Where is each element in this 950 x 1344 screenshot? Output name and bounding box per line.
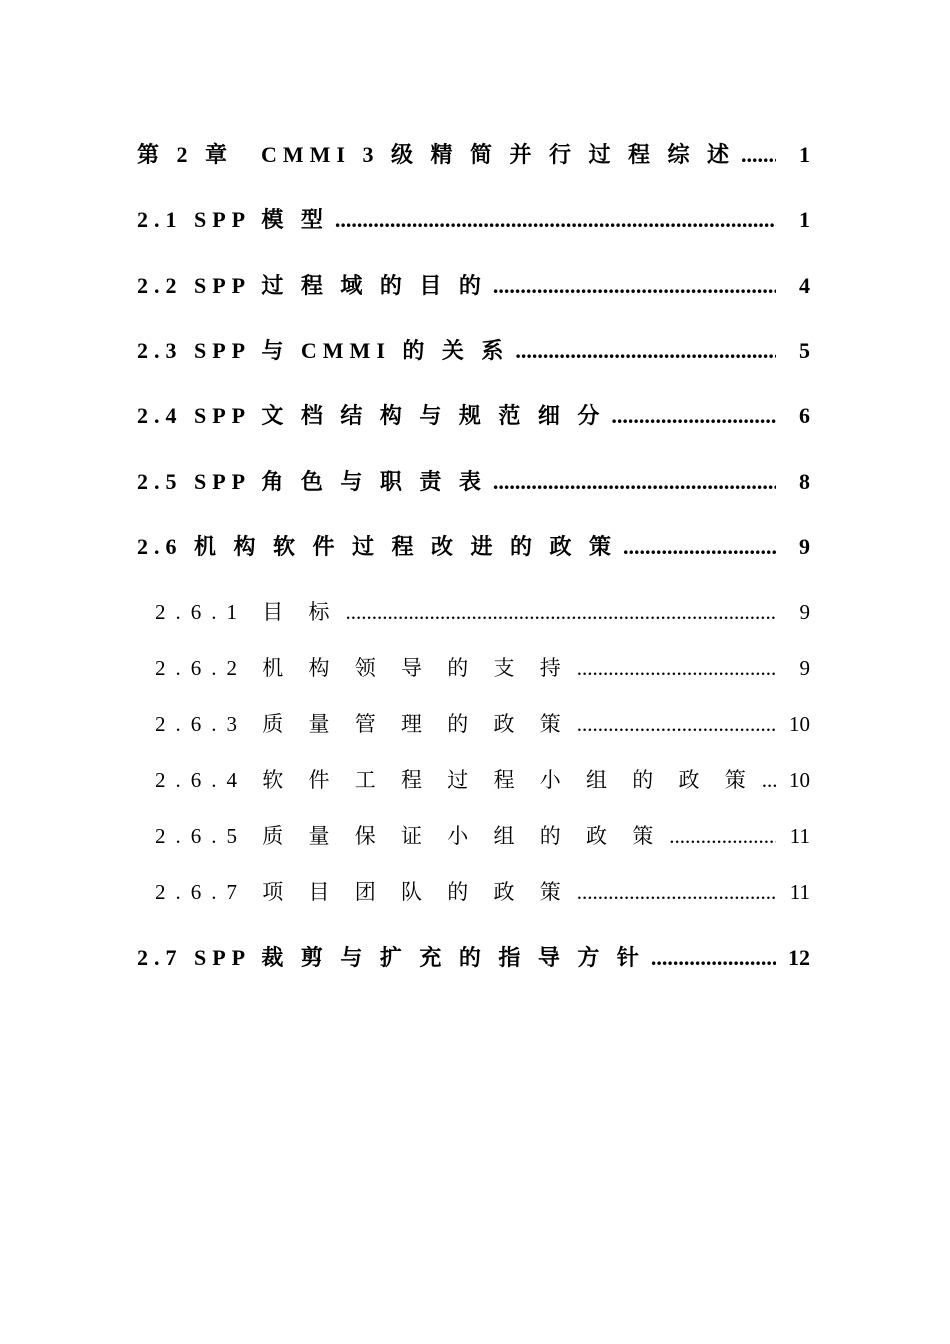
toc-entry-2-1[interactable] (137, 203, 810, 234)
toc-entry-page: 10 (789, 768, 810, 792)
toc-entry-title: 2.6.7 项 目 团 队 的 政 策 (155, 880, 571, 904)
toc-entry-2-5[interactable] (137, 465, 810, 496)
toc-entry-2-7[interactable] (137, 941, 810, 972)
toc-entry-title: 2.3 SPP 与 CMMI 的 关 系 (137, 338, 510, 363)
toc-entry-page: 1 (799, 142, 810, 167)
toc-entry-title: 第 2 章 CMMI 3 级 精 简 并 行 过 程 综 述 (137, 142, 735, 167)
toc-entry-page: 5 (799, 338, 810, 363)
toc-entry-page: 9 (799, 600, 810, 624)
toc-leader-dots (762, 768, 776, 793)
toc-leader-dots (611, 403, 776, 429)
toc-entry-2-6-5[interactable] (155, 820, 810, 850)
toc-entry-title: 2.6.3 质 量 管 理 的 政 策 (155, 712, 571, 736)
toc-entry-page: 6 (799, 403, 810, 428)
toc-entry-page: 11 (789, 880, 810, 904)
toc-leader-dots (515, 338, 776, 364)
toc-entry-title: 2.4 SPP 文 档 结 构 与 规 范 细 分 (137, 403, 606, 428)
toc-leader-dots (335, 207, 776, 233)
toc-entry-2-6-7[interactable] (155, 876, 810, 906)
toc-entry-title: 2.6.5 质 量 保 证 小 组 的 政 策 (155, 824, 664, 848)
toc-entry-2-6-1[interactable] (155, 596, 810, 626)
toc-entry-title: 2.1 SPP 模 型 (137, 207, 329, 232)
toc-entry-title: 2.2 SPP 过 程 域 的 目 的 (137, 273, 487, 298)
toc-entry-2-4[interactable] (137, 399, 810, 430)
toc-entry-page: 9 (799, 656, 810, 680)
toc-entry-title: 2.5 SPP 角 色 与 职 责 表 (137, 469, 487, 494)
toc-leader-dots (651, 945, 776, 971)
toc-leader-dots (577, 880, 776, 905)
toc-entry-title: 2.7 SPP 裁 剪 与 扩 充 的 指 导 方 针 (137, 945, 645, 970)
toc-leader-dots (623, 534, 776, 560)
toc-leader-dots (493, 469, 776, 495)
toc-leader-dots (669, 824, 776, 849)
toc-entry-title: 2.6.4 软 件 工 程 过 程 小 组 的 政 策 (155, 768, 756, 792)
toc-entry-title: 2.6 机 构 软 件 过 程 改 进 的 政 策 (137, 534, 618, 559)
toc-leader-dots (577, 712, 776, 737)
toc-entry-2-6-4[interactable] (155, 764, 810, 794)
toc-leader-dots (493, 273, 776, 299)
toc-leader-dots (346, 600, 777, 625)
toc-entry-page: 11 (789, 824, 810, 848)
toc-entry-page: 1 (799, 207, 810, 232)
toc-entry-title: 2.6.1 目 标 (155, 600, 340, 624)
toc-entry-2-6[interactable] (137, 530, 810, 561)
toc-entry-title: 2.6.2 机 构 领 导 的 支 持 (155, 656, 571, 680)
toc-entry-2-6-2[interactable] (155, 652, 810, 682)
toc-entry-page: 4 (799, 273, 810, 298)
toc-entry-2-2[interactable] (137, 269, 810, 300)
toc-entry-chapter-2[interactable] (137, 138, 810, 169)
toc-entry-page: 12 (788, 945, 810, 970)
toc-entry-2-3[interactable] (137, 334, 810, 365)
toc-entry-page: 8 (799, 469, 810, 494)
toc-entry-page: 9 (799, 534, 810, 559)
toc-entry-2-6-3[interactable] (155, 708, 810, 738)
toc-entry-page: 10 (789, 712, 810, 736)
toc-leader-dots (741, 142, 776, 168)
toc-leader-dots (577, 656, 776, 681)
